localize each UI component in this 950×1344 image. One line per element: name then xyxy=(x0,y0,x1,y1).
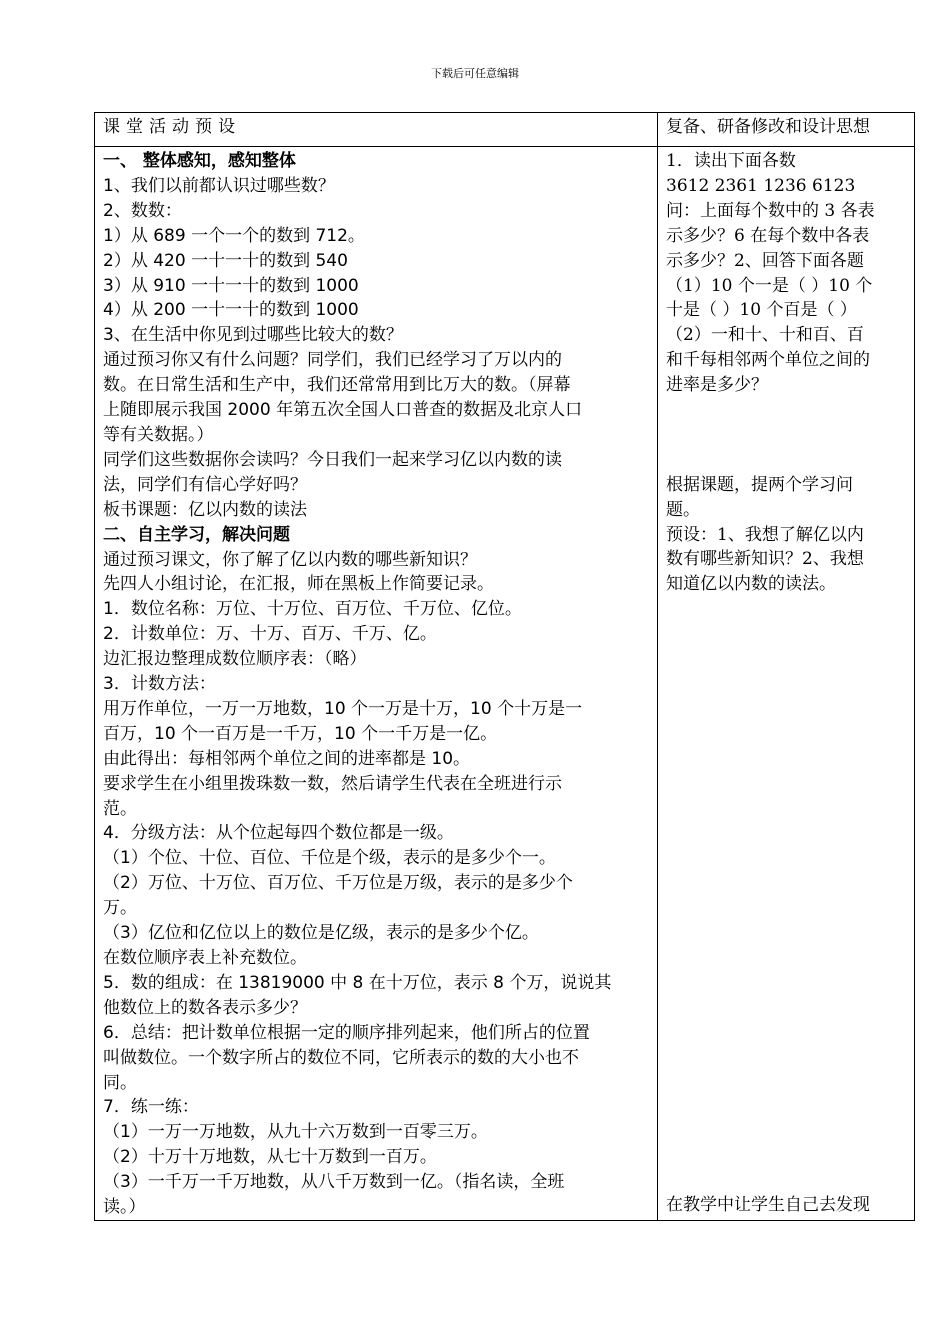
activity-line: 读。） xyxy=(103,1197,146,1218)
activity-line: 2、数数： xyxy=(103,200,182,221)
review-line: 示多少？2、回答下面各题 xyxy=(666,250,864,271)
review-line: 示多少？6 在每个数中各表 xyxy=(666,225,870,246)
activity-line: 百万，10 个一百万是一千万，10 个一千万是一亿。 xyxy=(103,723,498,744)
activity-line: 同。 xyxy=(103,1072,137,1093)
activity-line: 范。 xyxy=(103,798,137,819)
activity-line: 通过预习课文，你了解了亿以内数的哪些新知识？ xyxy=(103,549,477,570)
review-line: 3612 2361 1236 6123 xyxy=(666,175,856,196)
col2-header: 复备、研备修改和设计思想 xyxy=(658,113,915,147)
learning-line: 根据课题，提两个学习问 xyxy=(666,474,853,495)
activity-line: 由此得出：每相邻两个单位之间的进率都是 10。 xyxy=(103,748,471,769)
activity-line: 在数位顺序表上补充数位。 xyxy=(103,948,307,968)
activity-line: 3）从 910 一十一十的数到 1000 xyxy=(103,275,359,296)
activity-line: 3．计数方法： xyxy=(103,674,216,695)
table-body-row xyxy=(95,147,915,1221)
activity-line: 4．分级方法：从个位起每四个数位都是一级。 xyxy=(103,823,454,844)
activity-line: 3、在生活中你见到过哪些比较大的数？ xyxy=(103,325,403,346)
activity-line: （1）一万一万地数，从九十六万数到一百零三万。 xyxy=(103,1122,488,1143)
discovery-note: 在教学中让学生自己去发现 xyxy=(666,1195,870,1216)
activity-line: 2）从 420 一十一十的数到 540 xyxy=(103,250,348,271)
activity-line: 法，同学们有信心学好吗？ xyxy=(103,474,307,495)
review-line: 进率是多少？ xyxy=(666,375,768,396)
activity-line: 用万作单位，一万一万地数，10 个一万是十万，10 个十万是一 xyxy=(103,698,583,719)
learning-line: 题。 xyxy=(666,499,700,520)
header-note: 下载后可任意编辑 xyxy=(431,67,519,80)
design-notes-cell xyxy=(658,147,915,1221)
activity-line: （3）亿位和亿位以上的数位是亿级，表示的是多少个亿。 xyxy=(103,923,539,944)
activity-line: 通过预习你又有什么问题？同学们，我们已经学习了万以内的 xyxy=(103,350,562,371)
activity-line: 4）从 200 一十一十的数到 1000 xyxy=(103,300,359,321)
activity-line: 万。 xyxy=(103,898,137,919)
activity-line: 一、 整体感知，感知整体 xyxy=(103,151,296,171)
activity-line: 1、我们以前都认识过哪些数？ xyxy=(103,175,335,196)
review-questions-block xyxy=(666,149,906,398)
spacer xyxy=(666,398,906,473)
activity-line: 1．数位名称：万位、十万位、百万位、千万位、亿位。 xyxy=(103,599,522,620)
activity-line: 等有关数据。） xyxy=(103,424,214,445)
activity-line: 先四人小组讨论，在汇报，师在黑板上作简要记录。 xyxy=(103,574,494,595)
lesson-plan-table xyxy=(94,112,915,1221)
classroom-activity-cell xyxy=(95,147,658,1221)
learning-questions-block xyxy=(666,473,906,598)
activity-line: 他数位上的数各表示多少？ xyxy=(103,997,307,1018)
activity-line: 5．数的组成：在 13819000 中 8 在十万位，表示 8 个万，说说其 xyxy=(103,972,612,993)
activity-line: 7．练一练： xyxy=(103,1097,199,1118)
review-line: 十是（ ）10 个百是（ ） xyxy=(666,300,857,321)
activity-line: 边汇报边整理成数位顺序表：（略） xyxy=(103,649,367,670)
activity-line: 二、自主学习，解决问题 xyxy=(103,524,290,545)
review-line: （2）一和十、十和百、百 xyxy=(666,325,864,346)
review-line: 1．读出下面各数 xyxy=(666,151,796,171)
activity-line: （2）十万十万地数，从七十万数到一百万。 xyxy=(103,1147,437,1168)
learning-line: 数有哪些新知识？2、我想 xyxy=(666,549,864,570)
activity-line: 数。在日常生活和生产中，我们还常常用到比万大的数。（屏幕 xyxy=(103,375,571,396)
activity-line: 要求学生在小组里拨珠数一数，然后请学生代表在全班进行示 xyxy=(103,773,562,794)
activity-line: 2．计数单位：万、十万、百万、千万、亿。 xyxy=(103,624,437,645)
activity-line: （3）一千万一千万地数，从八千万数到一亿。（指名读，全班 xyxy=(103,1172,565,1193)
learning-line: 预设：1、我想了解亿以内 xyxy=(666,524,864,545)
review-line: 和千每相邻两个单位之间的 xyxy=(666,350,870,371)
activity-line: 1）从 689 一个一个的数到 712。 xyxy=(103,225,365,246)
activity-line: （1）个位、十位、百位、千位是个级，表示的是多少个一。 xyxy=(103,848,556,869)
activity-line: 叫做数位。一个数字所占的数位不同，它所表示的数的大小也不 xyxy=(103,1047,579,1068)
review-line: （1）10 个一是（ ）10 个 xyxy=(666,275,873,296)
col1-header: 课堂活动预设 xyxy=(95,113,658,147)
activity-line: 上随即展示我国 2000 年第五次全国人口普查的数据及北京人口 xyxy=(103,400,583,421)
activity-line: 板书课题：亿以内数的读法 xyxy=(103,499,307,520)
activity-line: 同学们这些数据你会读吗？今日我们一起来学习亿以内数的读 xyxy=(103,449,562,470)
activity-line: （2）万位、十万位、百万位、千万位是万级，表示的是多少个 xyxy=(103,873,573,894)
review-line: 问：上面每个数中的 3 各表 xyxy=(666,200,875,221)
table-header-row xyxy=(95,113,915,147)
learning-line: 知道亿以内数的读法。 xyxy=(666,574,836,595)
activity-line: 6．总结：把计数单位根据一定的顺序排列起来，他们所占的位置 xyxy=(103,1022,590,1043)
